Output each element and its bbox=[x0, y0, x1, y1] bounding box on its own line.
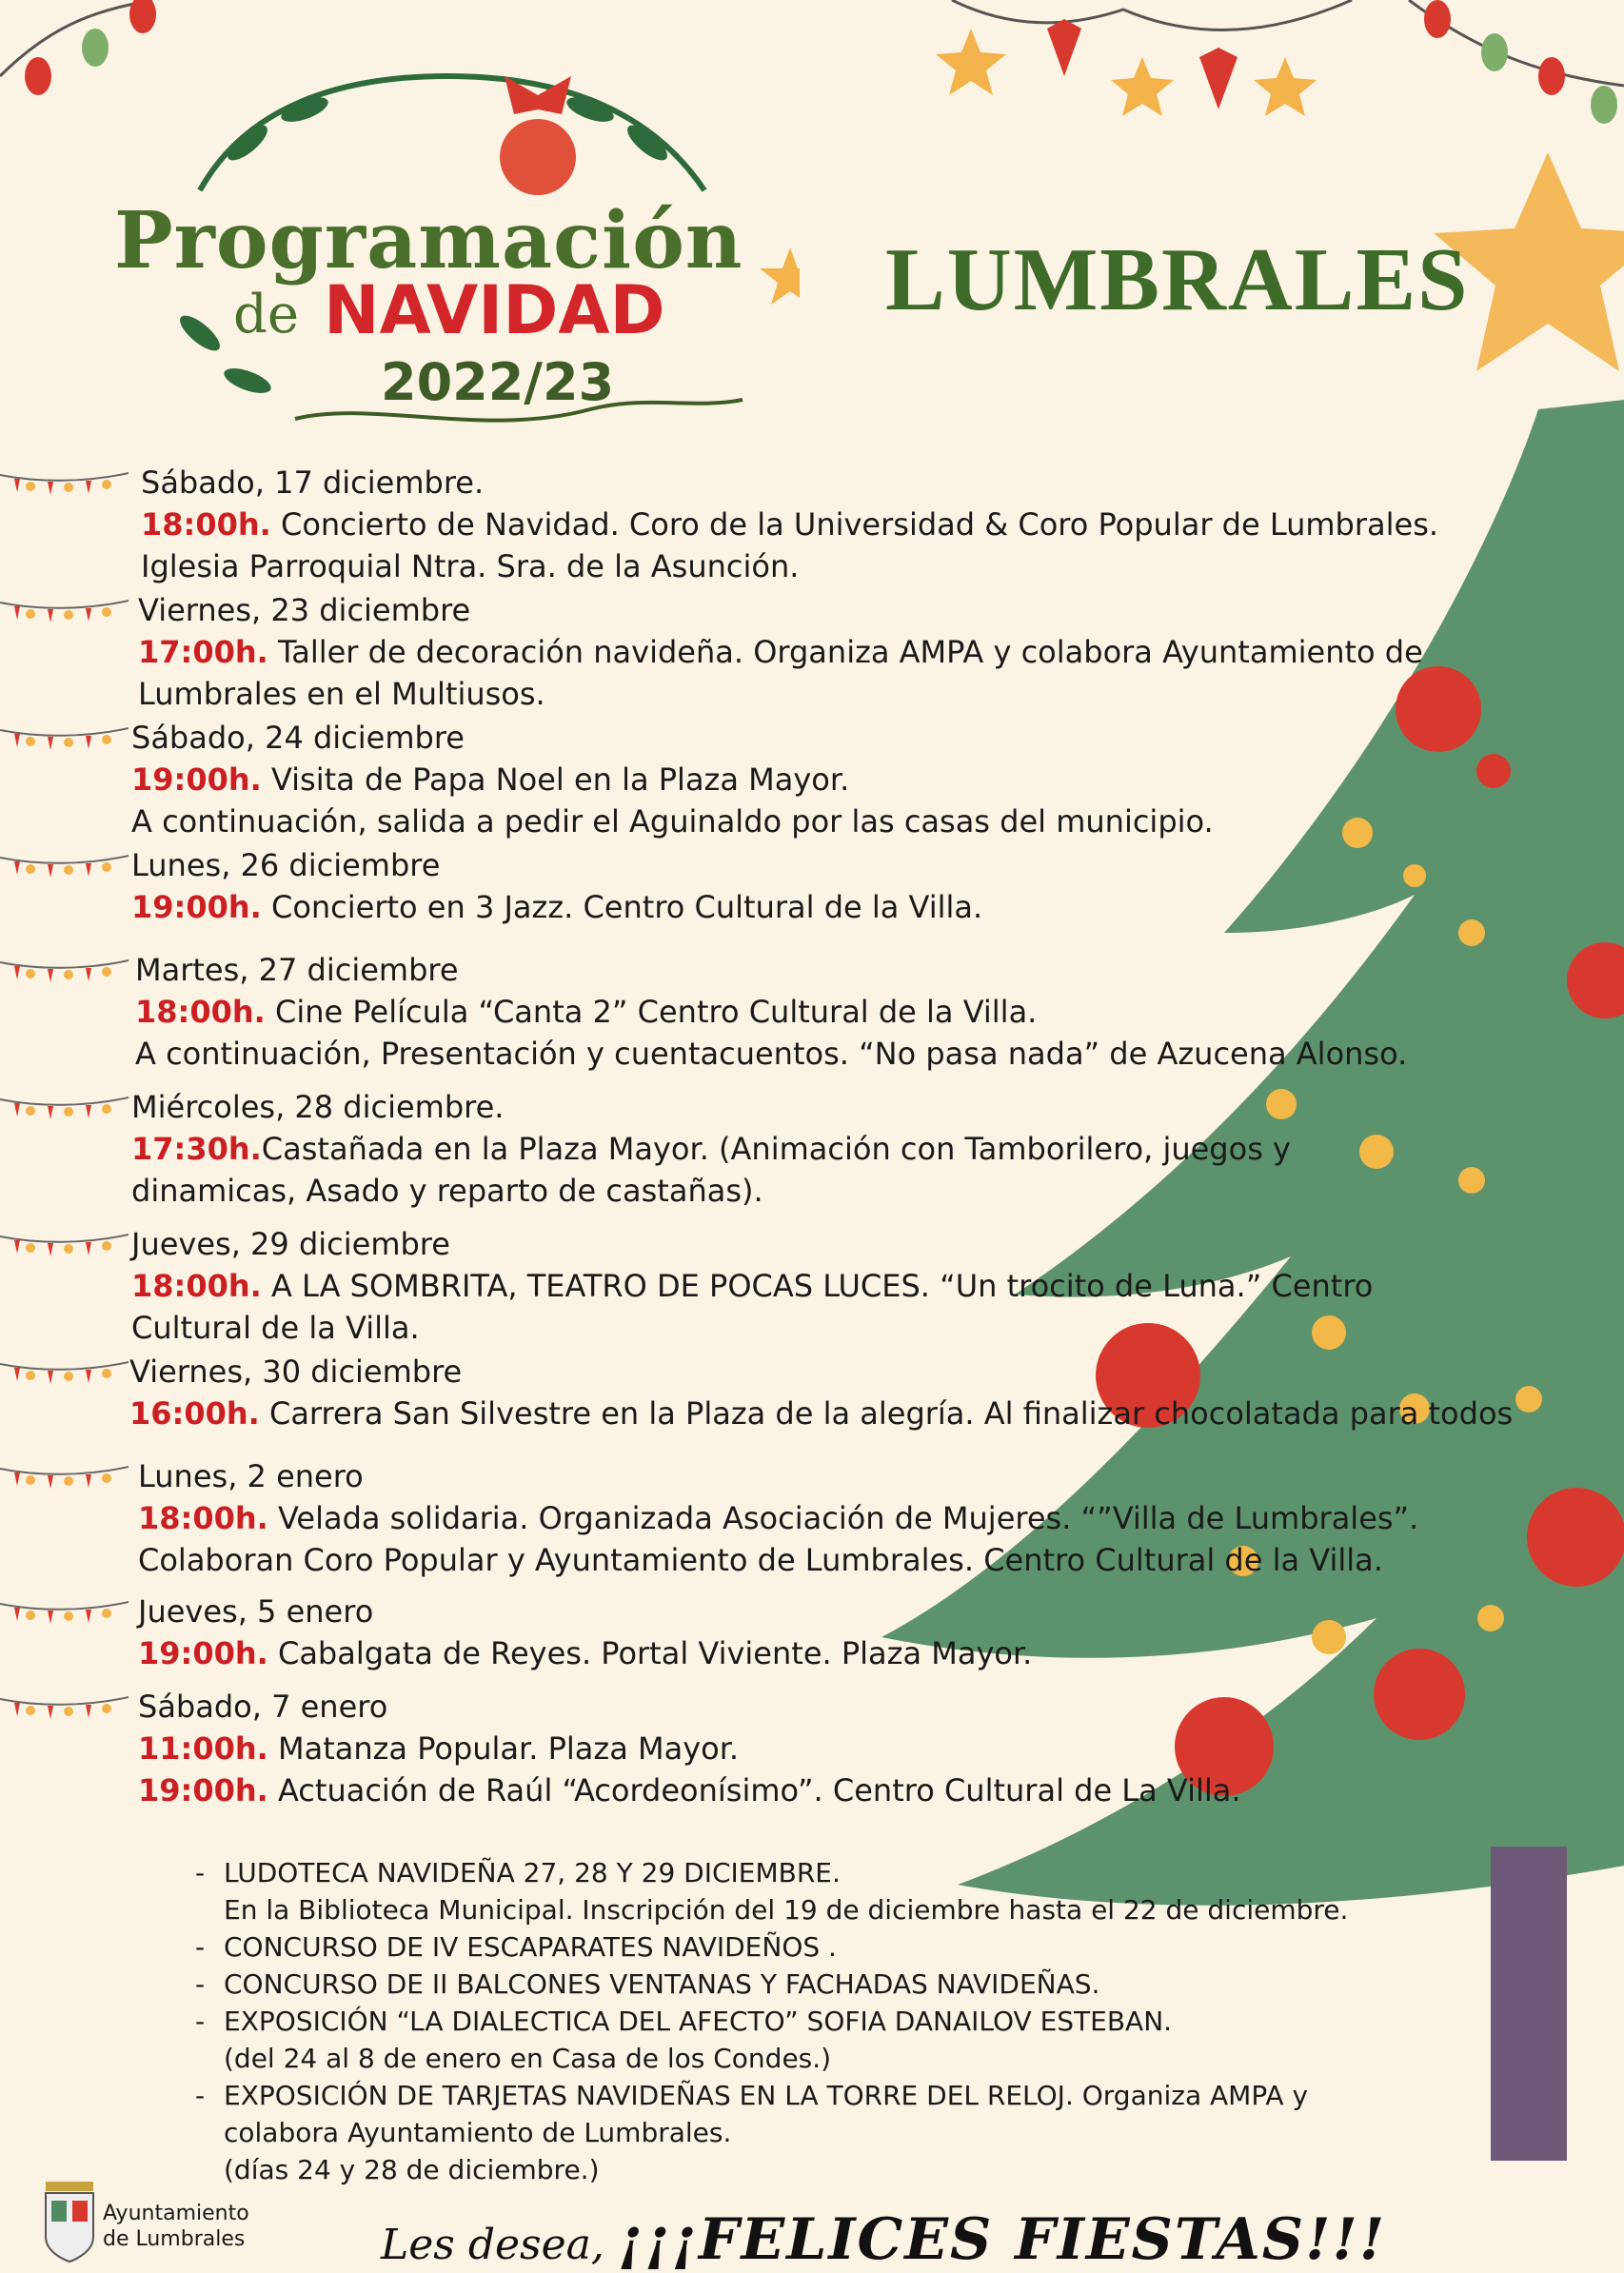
event-item bbox=[0, 1455, 1624, 1581]
event-line bbox=[131, 1265, 1624, 1307]
town-name: LUMBRALES bbox=[885, 230, 1470, 329]
event-time: 11:00h. bbox=[138, 1730, 268, 1767]
greeting-main: ¡¡¡FELICES FIESTAS!!! bbox=[617, 2206, 1387, 2273]
event-text: dinamicas, Asado y reparto de castañas). bbox=[131, 1173, 763, 1209]
event-line bbox=[138, 1769, 1624, 1811]
event-line bbox=[138, 631, 1624, 673]
event-time: 16:00h. bbox=[129, 1395, 260, 1432]
event-text: Castañada en la Plaza Mayor. (Animación con Tamborilero, juegos y bbox=[261, 1131, 1291, 1167]
event-text: Cultural de la Villa. bbox=[131, 1310, 420, 1346]
event-time: 19:00h. bbox=[138, 1772, 268, 1809]
event-line bbox=[131, 886, 1624, 928]
event-text: Taller de decoración navideña. Organiza AMPA y colabora Ayuntamiento de bbox=[267, 634, 1423, 670]
org-line: de Lumbrales bbox=[103, 2227, 246, 2251]
event-text: Carrera San Silvestre en la Plaza de la alegría. Al finalizar chocolatada para todos bbox=[259, 1395, 1514, 1432]
bullet-dash: - bbox=[195, 1968, 206, 2000]
garland-icon bbox=[0, 1461, 129, 1499]
event-time: 19:00h. bbox=[131, 889, 262, 925]
event-day: Sábado, 24 diciembre bbox=[131, 720, 465, 756]
event-line bbox=[131, 800, 1624, 842]
org-line: Ayuntamiento bbox=[103, 2202, 249, 2225]
event-text: A continuación, salida a pedir el Aguinaldo por las casas del municipio. bbox=[131, 803, 1214, 840]
event-item bbox=[0, 1086, 1624, 1212]
organization-name bbox=[103, 2201, 249, 2252]
event-item bbox=[0, 1351, 1624, 1434]
extra-activities bbox=[195, 1854, 1528, 2188]
event-line bbox=[131, 1128, 1624, 1170]
garland-icon bbox=[0, 1356, 129, 1394]
event-text: Cine Película “Canta 2” Centro Cultural de la Villa. bbox=[265, 994, 1038, 1030]
event-line bbox=[131, 759, 1624, 800]
title-de: de bbox=[233, 284, 299, 346]
garland-icon bbox=[0, 1596, 129, 1634]
event-item bbox=[0, 717, 1624, 842]
garland-icon bbox=[0, 595, 129, 633]
event-day: Lunes, 26 diciembre bbox=[131, 847, 441, 883]
event-line bbox=[129, 1393, 1624, 1434]
event-day: Viernes, 30 diciembre bbox=[129, 1354, 463, 1390]
garland-icon bbox=[0, 850, 129, 888]
event-item bbox=[0, 1591, 1624, 1674]
event-line bbox=[138, 1728, 1624, 1769]
event-time: 17:30h. bbox=[131, 1131, 262, 1167]
event-item bbox=[0, 844, 1624, 928]
event-time: 19:00h. bbox=[131, 761, 262, 798]
event-day: Lunes, 2 enero bbox=[138, 1458, 364, 1494]
extra-text: EXPOSICIÓN DE TARJETAS NAVIDEÑAS EN LA TORRE DEL RELOJ. Organiza AMPA y bbox=[224, 2080, 1309, 2111]
event-item bbox=[0, 1686, 1624, 1811]
event-time: 18:00h. bbox=[141, 506, 271, 543]
event-day: Viernes, 23 diciembre bbox=[138, 592, 471, 628]
event-text: Colaboran Coro Popular y Ayuntamiento de Lumbrales. Centro Cultural de la Villa. bbox=[138, 1542, 1383, 1578]
extra-subtext: colabora Ayuntamiento de Lumbrales. bbox=[224, 2117, 732, 2148]
event-text: Lumbrales en el Multiusos. bbox=[138, 676, 545, 712]
list-item bbox=[195, 1966, 1528, 2003]
season-year: 2022/23 bbox=[381, 352, 615, 412]
event-day: Sábado, 7 enero bbox=[138, 1689, 388, 1725]
event-day: Jueves, 5 enero bbox=[138, 1593, 374, 1630]
event-day: Sábado, 17 diciembre. bbox=[141, 464, 485, 501]
garland-icon bbox=[0, 1229, 129, 1267]
greeting-intro: Les desea, bbox=[381, 2221, 618, 2269]
event-item bbox=[0, 462, 1624, 587]
extra-subtext: (días 24 y 28 de diciembre.) bbox=[224, 2154, 600, 2185]
list-item bbox=[195, 1854, 1528, 1891]
event-line bbox=[138, 1632, 1624, 1674]
event-line bbox=[135, 1033, 1624, 1075]
list-item bbox=[195, 2003, 1528, 2040]
extra-text: CONCURSO DE II BALCONES VENTANAS Y FACHADAS NAVIDEÑAS. bbox=[224, 1968, 1100, 2000]
garland-icon bbox=[0, 1092, 129, 1130]
event-item bbox=[0, 1223, 1624, 1349]
list-item bbox=[195, 2077, 1528, 2114]
extra-text: EXPOSICIÓN “LA DIALECTICA DEL AFECTO” SOFIA DANAILOV ESTEBAN. bbox=[224, 2006, 1173, 2037]
event-day: Miércoles, 28 diciembre. bbox=[131, 1089, 505, 1125]
event-item bbox=[0, 589, 1624, 715]
event-text: Cabalgata de Reyes. Portal Viviente. Plaza Mayor. bbox=[267, 1635, 1033, 1671]
event-line bbox=[131, 1307, 1624, 1349]
bullet-dash: - bbox=[195, 1857, 206, 1888]
event-item bbox=[0, 949, 1624, 1075]
event-text: Concierto en 3 Jazz. Centro Cultural de la Villa. bbox=[261, 889, 983, 925]
event-day: Martes, 27 diciembre bbox=[135, 952, 459, 988]
event-text: Iglesia Parroquial Ntra. Sra. de la Asunción. bbox=[141, 548, 800, 584]
extra-subtext: En la Biblioteca Municipal. Inscripción del 19 de diciembre hasta el 22 de diciembre. bbox=[224, 1894, 1349, 1926]
event-time: 18:00h. bbox=[131, 1268, 262, 1304]
event-list bbox=[0, 462, 1624, 1813]
garland-icon bbox=[0, 722, 129, 761]
event-text: Actuación de Raúl “Acordeonísimo”. Centro Cultural de La Villa. bbox=[267, 1772, 1241, 1809]
event-line bbox=[141, 504, 1624, 545]
event-line bbox=[138, 1497, 1624, 1539]
garland-icon bbox=[0, 467, 129, 505]
event-text: Concierto de Navidad. Coro de la Universidad & Coro Popular de Lumbrales. bbox=[270, 506, 1439, 543]
event-line bbox=[138, 1539, 1624, 1581]
event-time: 19:00h. bbox=[138, 1635, 268, 1671]
page-title: Programación bbox=[114, 195, 743, 287]
event-time: 18:00h. bbox=[135, 994, 266, 1030]
title-navidad: NAVIDAD bbox=[324, 271, 665, 349]
extra-text: CONCURSO DE IV ESCAPARATES NAVIDEÑOS . bbox=[224, 1931, 837, 1963]
event-text: Visita de Papa Noel en la Plaza Mayor. bbox=[261, 761, 850, 798]
event-line bbox=[141, 545, 1624, 587]
bullet-dash: - bbox=[195, 2006, 206, 2037]
greeting bbox=[381, 2206, 1386, 2273]
list-item bbox=[195, 1928, 1528, 1966]
event-text: Matanza Popular. Plaza Mayor. bbox=[267, 1730, 740, 1767]
garland-icon bbox=[0, 955, 129, 993]
event-text: A continuación, Presentación y cuentacuentos. “No pasa nada” de Azucena Alonso. bbox=[135, 1036, 1408, 1072]
event-time: 17:00h. bbox=[138, 634, 268, 670]
event-text: A LA SOMBRITA, TEATRO DE POCAS LUCES. “Un trocito de Luna.” Centro bbox=[261, 1268, 1374, 1304]
event-time: 18:00h. bbox=[138, 1500, 268, 1536]
bullet-dash: - bbox=[195, 1931, 206, 1963]
extra-subtext: (del 24 al 8 de enero en Casa de los Condes.) bbox=[224, 2043, 832, 2074]
event-line bbox=[131, 1170, 1624, 1212]
event-line bbox=[135, 991, 1624, 1033]
event-line bbox=[138, 673, 1624, 715]
bullet-dash: - bbox=[195, 2080, 206, 2111]
event-text: Velada solidaria. Organizada Asociación de Mujeres. “”Villa de Lumbrales”. bbox=[267, 1500, 1419, 1536]
event-day: Jueves, 29 diciembre bbox=[131, 1226, 450, 1262]
extra-text: LUDOTECA NAVIDEÑA 27, 28 Y 29 DICIEMBRE. bbox=[224, 1857, 841, 1888]
garland-icon bbox=[0, 1691, 129, 1729]
